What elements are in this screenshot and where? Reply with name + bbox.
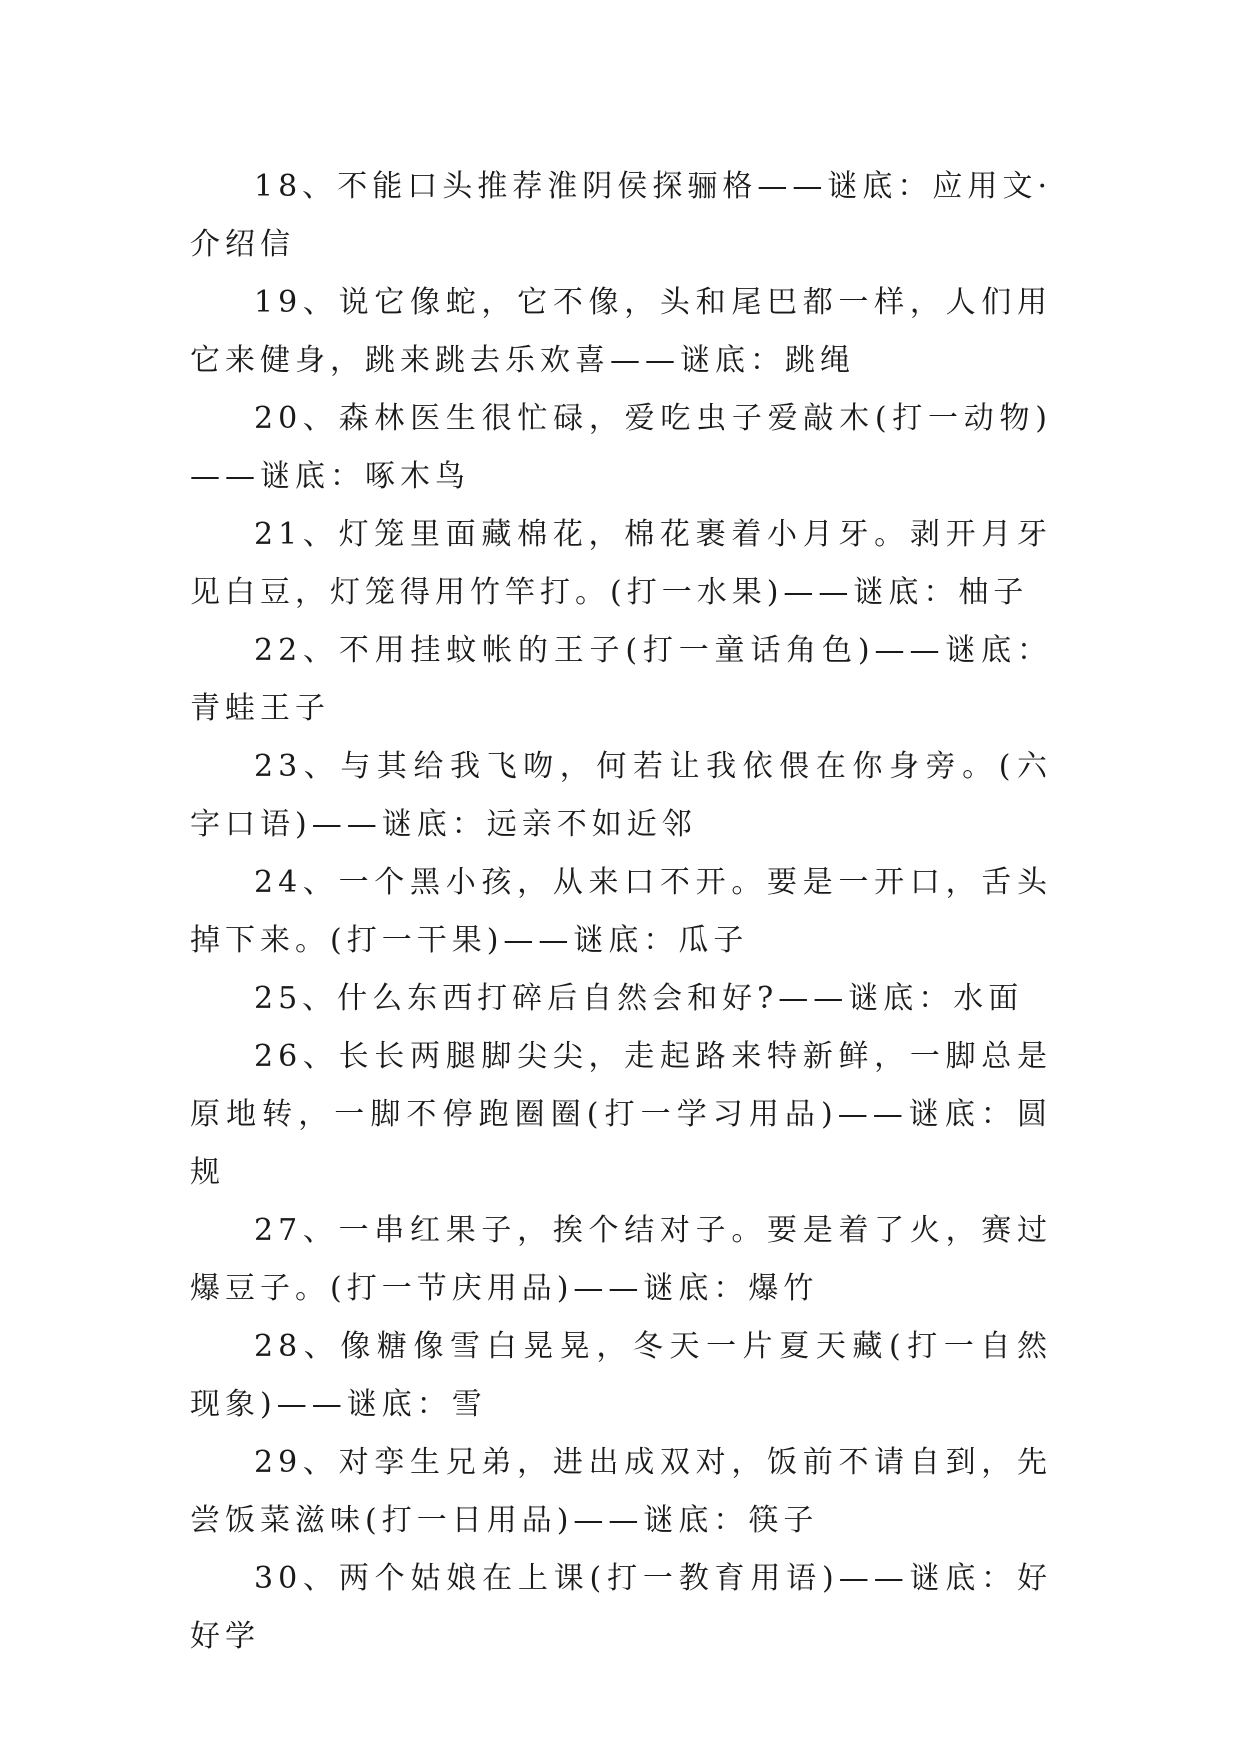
riddle-22: 22、不用挂蚊帐的王子(打一童话角色)——谜底：青蛙王子	[190, 633, 1052, 726]
riddle-20: 20、森林医生很忙碌，爱吃虫子爱敲木(打一动物)——谜底：啄木鸟	[190, 401, 1052, 494]
riddle-18: 18、不能口头推荐淮阴侯探骊格——谜底：应用文·介绍信	[190, 169, 1052, 262]
riddle-23: 23、与其给我飞吻，何若让我依偎在你身旁。(六字口语)——谜底：远亲不如近邻	[190, 749, 1052, 842]
riddle-21: 21、灯笼里面藏棉花，棉花裹着小月牙。剥开月牙见白豆，灯笼得用竹竿打。(打一水果)——谜底：柚子	[190, 517, 1052, 610]
riddle-25: 25、什么东西打碎后自然会和好?——谜底：水面	[254, 981, 1024, 1016]
riddle-28: 28、像糖像雪白晃晃，冬天一片夏天藏(打一自然现象)——谜底：雪	[190, 1329, 1052, 1422]
riddle-19: 19、说它像蛇，它不像，头和尾巴都一样，人们用它来健身，跳来跳去乐欢喜——谜底：跳绳	[190, 285, 1052, 378]
riddle-26: 26、长长两腿脚尖尖，走起路来特新鲜，一脚总是原地转，一脚不停跑圈圈(打一学习用品)——谜底：圆规	[190, 1039, 1052, 1190]
riddle-29: 29、对孪生兄弟，进出成双对，饭前不请自到，先尝饭菜滋味(打一日用品)——谜底：筷子	[190, 1445, 1052, 1538]
riddle-27: 27、一串红果子，挨个结对子。要是着了火，赛过爆豆子。(打一节庆用品)——谜底：爆竹	[190, 1213, 1052, 1306]
riddle-list	[190, 158, 1052, 1666]
riddle-24: 24、一个黑小孩，从来口不开。要是一开口，舌头掉下来。(打一干果)——谜底：瓜子	[190, 865, 1052, 958]
riddle-30: 30、两个姑娘在上课(打一教育用语)——谜底：好好学	[190, 1561, 1052, 1654]
